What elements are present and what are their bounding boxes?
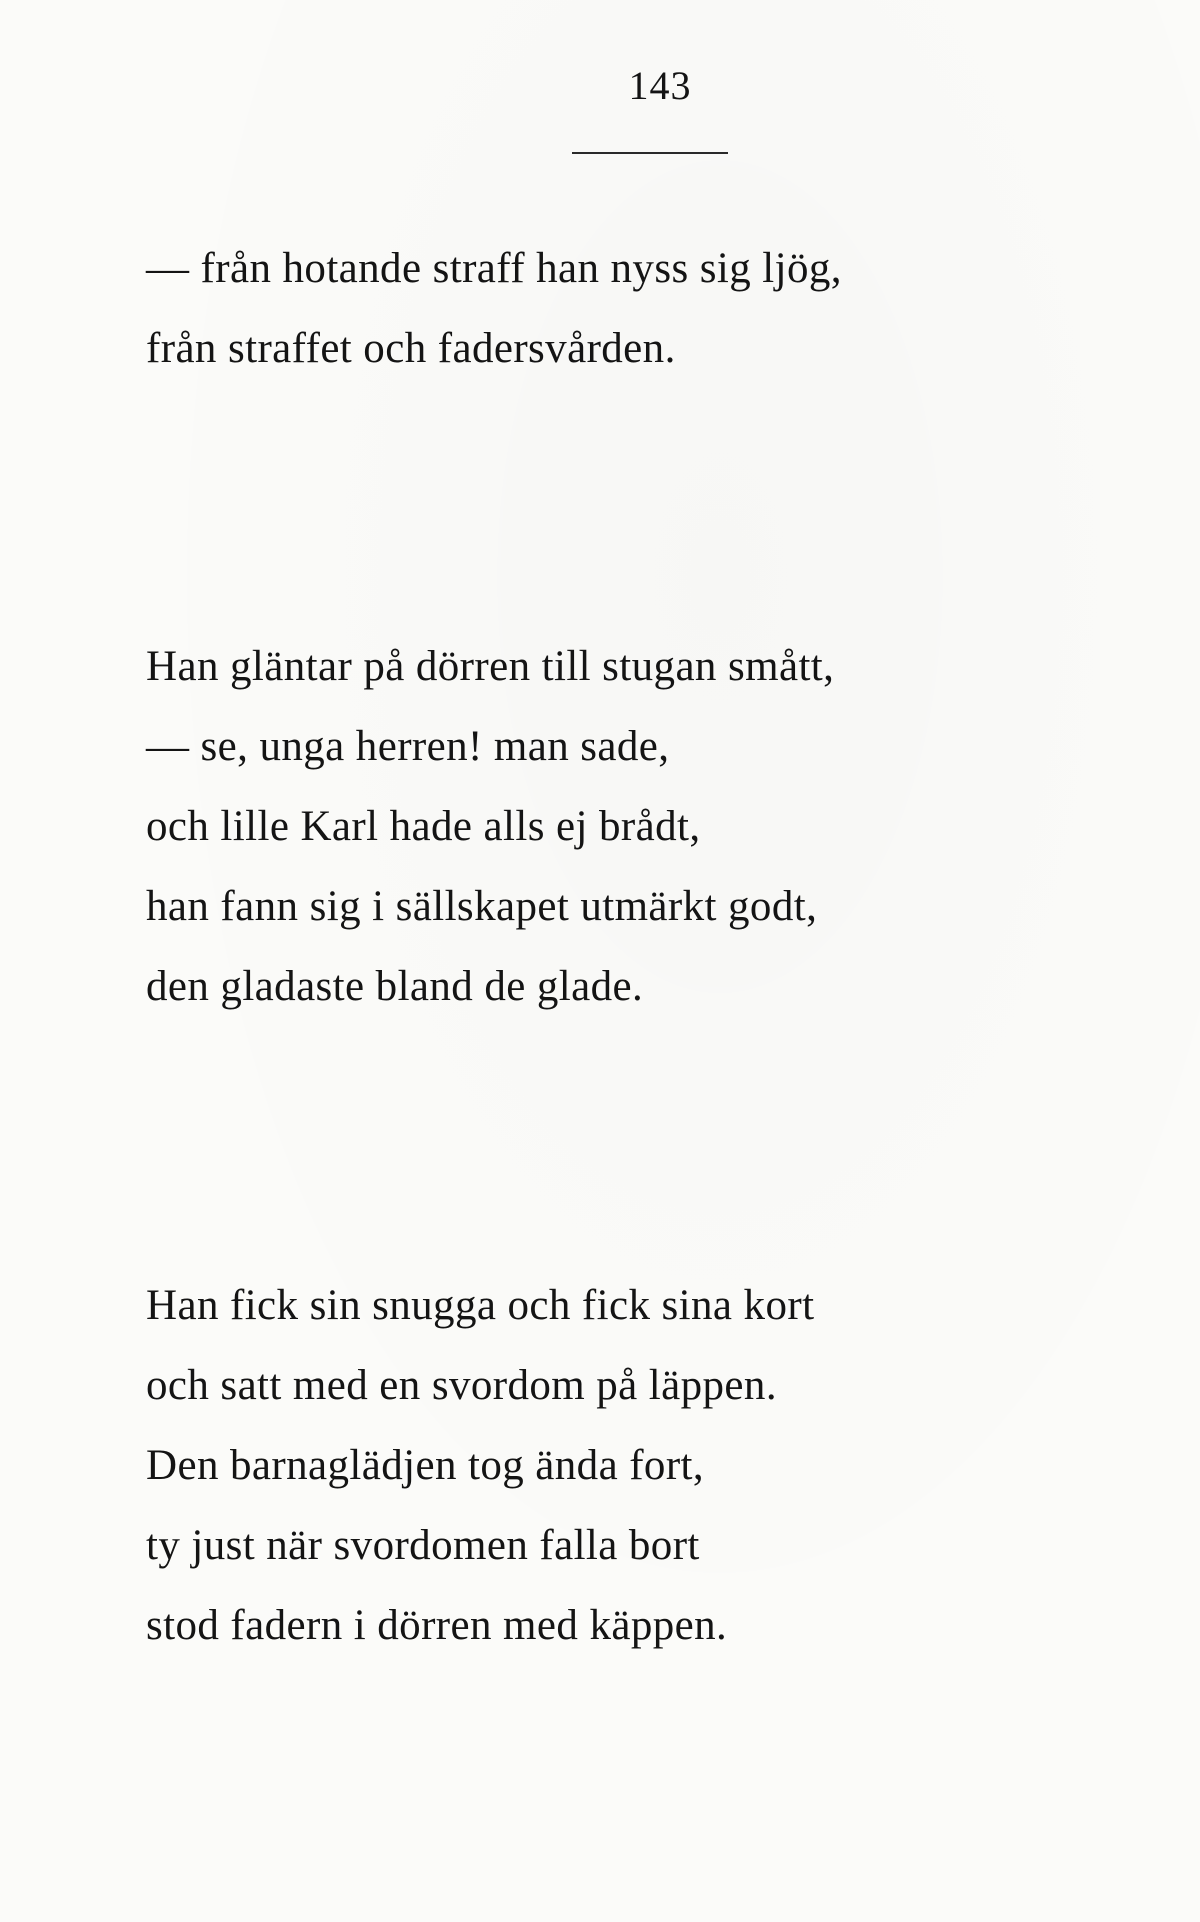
header-rule bbox=[572, 152, 728, 154]
verse-line: den gladaste bland de glade. bbox=[146, 963, 644, 1010]
verse-line: ty just när svordomen falla bort bbox=[146, 1522, 700, 1569]
verse-line: från straffet och fadersvården. bbox=[146, 325, 676, 372]
stanza bbox=[146, 627, 834, 1027]
verse-line: stod fadern i dörren med käppen. bbox=[146, 1602, 728, 1649]
verse-line: och satt med en svordom på läppen. bbox=[146, 1362, 777, 1409]
verse-line: Han gläntar på dörren till stugan smått, bbox=[146, 643, 835, 690]
verse-line: Han fick sin snugga och fick sina kort bbox=[146, 1282, 815, 1329]
verse-line: — se, unga herren! man sade, bbox=[146, 723, 670, 770]
verse-line: han fann sig i sällskapet utmärkt godt, bbox=[146, 883, 818, 930]
verse-line: och lille Karl hade alls ej brådt, bbox=[146, 803, 701, 850]
verse-line: Den barnaglädjen tog ända fort, bbox=[146, 1442, 705, 1489]
verse-line: — från hotande straff han nyss sig ljög, bbox=[146, 245, 842, 292]
page-number: 143 bbox=[628, 63, 692, 108]
stanza bbox=[146, 1266, 814, 1666]
stanza bbox=[146, 229, 842, 389]
